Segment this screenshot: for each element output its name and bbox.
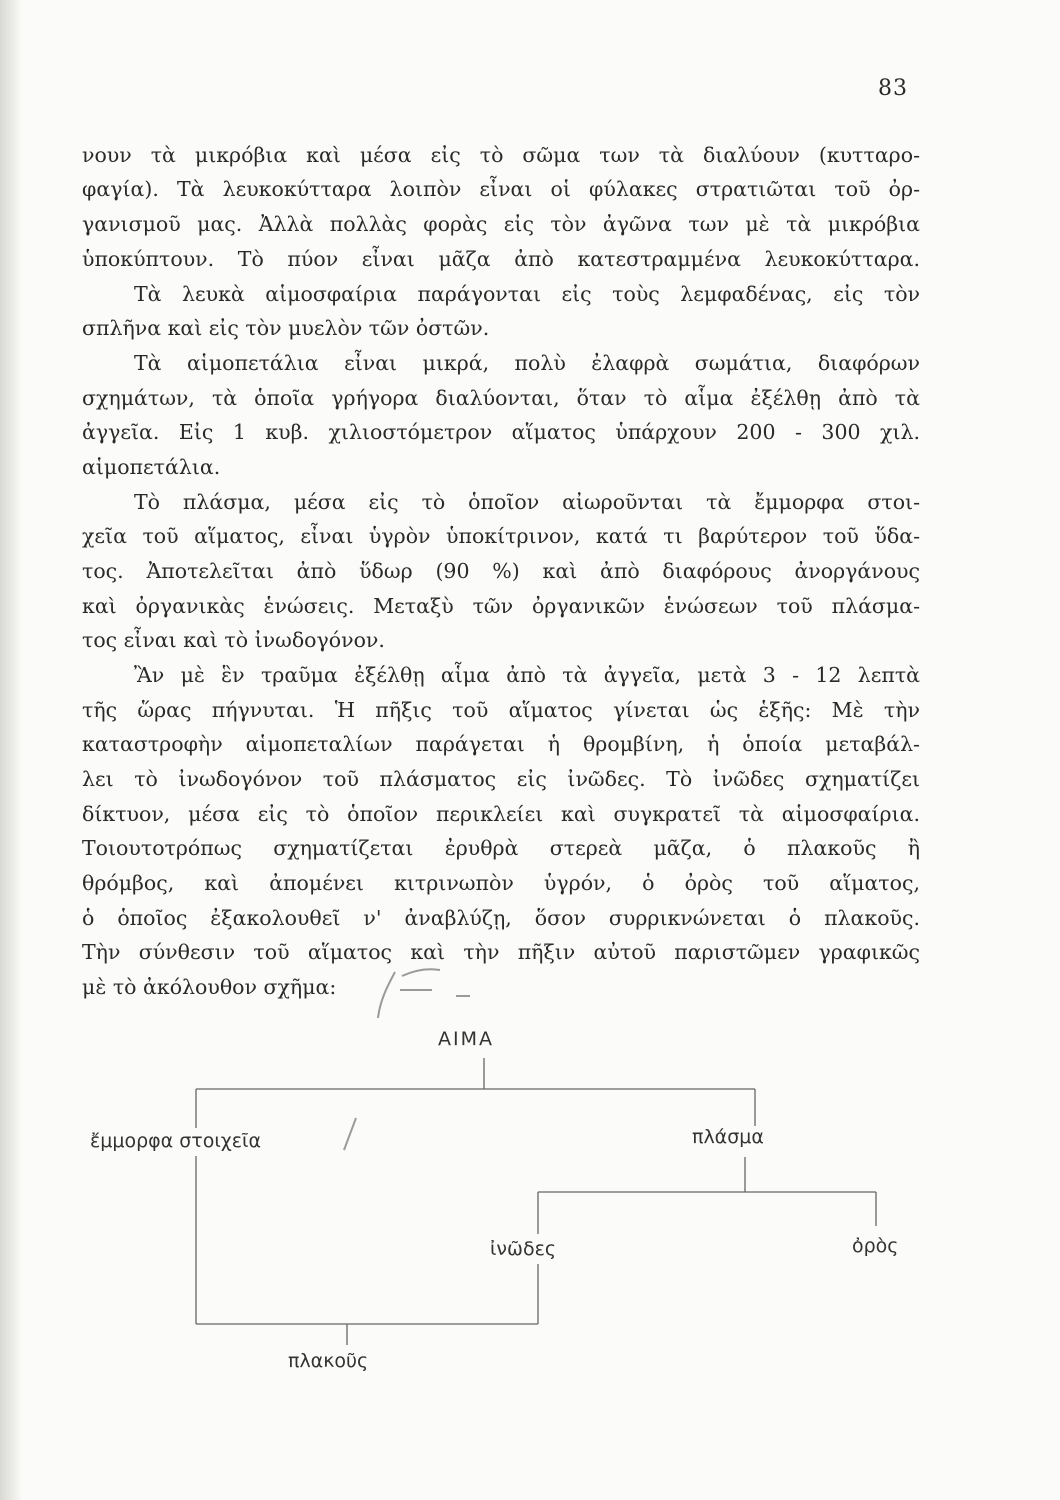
text-line: θρόμβος, καὶ ἀπομένει κιτρινωπὸν ὑγρόν, ὁ ὀρὸς τοῦ αἵματος, [82, 871, 920, 895]
text-line: Ἂν μὲ ἓν τραῦμα ἐξέλθῃ αἷμα ἀπὸ τὰ ἀγγεῖα, μετὰ 3 - 12 λεπτὰ [134, 663, 920, 687]
node-blood: ΑΙΜΑ [438, 1028, 494, 1050]
text-line: Τὸ πλάσμα, μέσα εἰς τὸ ὁποῖον αἰωροῦνται τὰ ἔμμορφα στοι- [134, 490, 920, 514]
text-line: Τὰ λευκὰ αἱμοσφαίρια παράγονται εἰς τοὺς λεμφαδένας, εἰς τὸν [134, 282, 920, 306]
node-serum: ὀρὸς [852, 1235, 899, 1257]
node-plasma: πλάσμα [692, 1126, 764, 1148]
pencil-mark [344, 1118, 356, 1150]
text-line: Τοιουτοτρόπως σχηματίζεται ἐρυθρὰ στερεὰ μᾶζα, ὁ πλακοῦς ἢ [82, 836, 920, 860]
text-line: λει τὸ ἰνωδογόνον τοῦ πλάσματος εἰς ἰνῶδες. Τὸ ἰνῶδες σχηματίζει [82, 767, 920, 791]
text-line: φαγία). Τὰ λευκοκύτταρα λοιπὸν εἶναι οἱ φύλακες στρατιῶται τοῦ ὀρ- [82, 177, 920, 201]
text-line: νουν τὰ μικρόβια καὶ μέσα εἰς τὸ σῶμα των τὰ διαλύουν (κυτταρο- [82, 143, 920, 167]
text-line: Τὴν σύνθεσιν τοῦ αἵματος καὶ τὴν πῆξιν αὐτοῦ παριστῶμεν γραφικῶς [82, 940, 920, 964]
text-line: ἀγγεῖα. Εἰς 1 κυβ. χιλιοστόμετρον αἵματος ὑπάρχουν 200 - 300 χιλ. [82, 420, 920, 444]
node-formed-elements: ἔμμορφα στοιχεῖα [90, 1130, 261, 1152]
text-line: δίκτυον, μέσα εἰς τὸ ὁποῖον περικλείει καὶ συγκρατεῖ τὰ αἱμοσφαίρια. [82, 802, 920, 826]
text-line: Τὰ αἱμοπετάλια εἶναι μικρά, πολὺ ἐλαφρὰ σωμάτια, διαφόρων [134, 351, 920, 375]
text-line: τος. Ἀποτελεῖται ἀπὸ ὕδωρ (90 %) καὶ ἀπὸ διαφόρους ἀνοργάνους [82, 559, 920, 583]
page-number: 83 [878, 76, 908, 101]
text-line: χεῖα τοῦ αἵματος, εἶναι ὑγρὸν ὑποκίτρινον, κατά τι βαρύτερον τοῦ ὕδα- [82, 524, 920, 548]
text-line: σχημάτων, τὰ ὁποῖα γρήγορα διαλύονται, ὅταν τὸ αἷμα ἐξέλθῃ ἀπὸ τὰ [82, 386, 920, 410]
text-line: ὑποκύπτουν. Τὸ πύον εἶναι μᾶζα ἀπὸ κατεστραμμένα λευκοκύτταρα. [82, 247, 920, 271]
text-line: τῆς ὥρας πήγνυται. Ἡ πῆξις τοῦ αἵματος γίνεται ὡς ἑξῆς: Μὲ τὴν [82, 698, 920, 722]
text-line: μὲ τὸ ἀκόλουθον σχῆμα: [82, 975, 337, 999]
text-line: αἱμοπετάλια. [82, 455, 221, 479]
text-line: γανισμοῦ μας. Ἀλλὰ πολλὰς φορὰς εἰς τὸν ἀγῶνα των μὲ τὰ μικρόβια [82, 212, 920, 236]
text-line: σπλῆνα καὶ εἰς τὸν μυελὸν τῶν ὀστῶν. [82, 316, 490, 340]
node-clot: πλακοῦς [288, 1350, 369, 1372]
text-line: τος εἶναι καὶ τὸ ἰνωδογόνον. [82, 628, 385, 652]
text-line: καὶ ὀργανικὰς ἑνώσεις. Μεταξὺ τῶν ὀργανικῶν ἑνώσεων τοῦ πλάσμα- [82, 594, 920, 618]
pencil-mark [378, 969, 470, 1018]
text-line: καταστροφὴν αἱμοπεταλίων παράγεται ἡ θρομβίνη, ἡ ὁποία μεταβάλ- [82, 732, 920, 756]
text-line: ὁ ὁποῖος ἐξακολουθεῖ ν' ἀναβλύζῃ, ὅσον συρρικνώνεται ὁ πλακοῦς. [82, 906, 920, 930]
node-fibrin: ἰνῶδες [490, 1238, 556, 1260]
